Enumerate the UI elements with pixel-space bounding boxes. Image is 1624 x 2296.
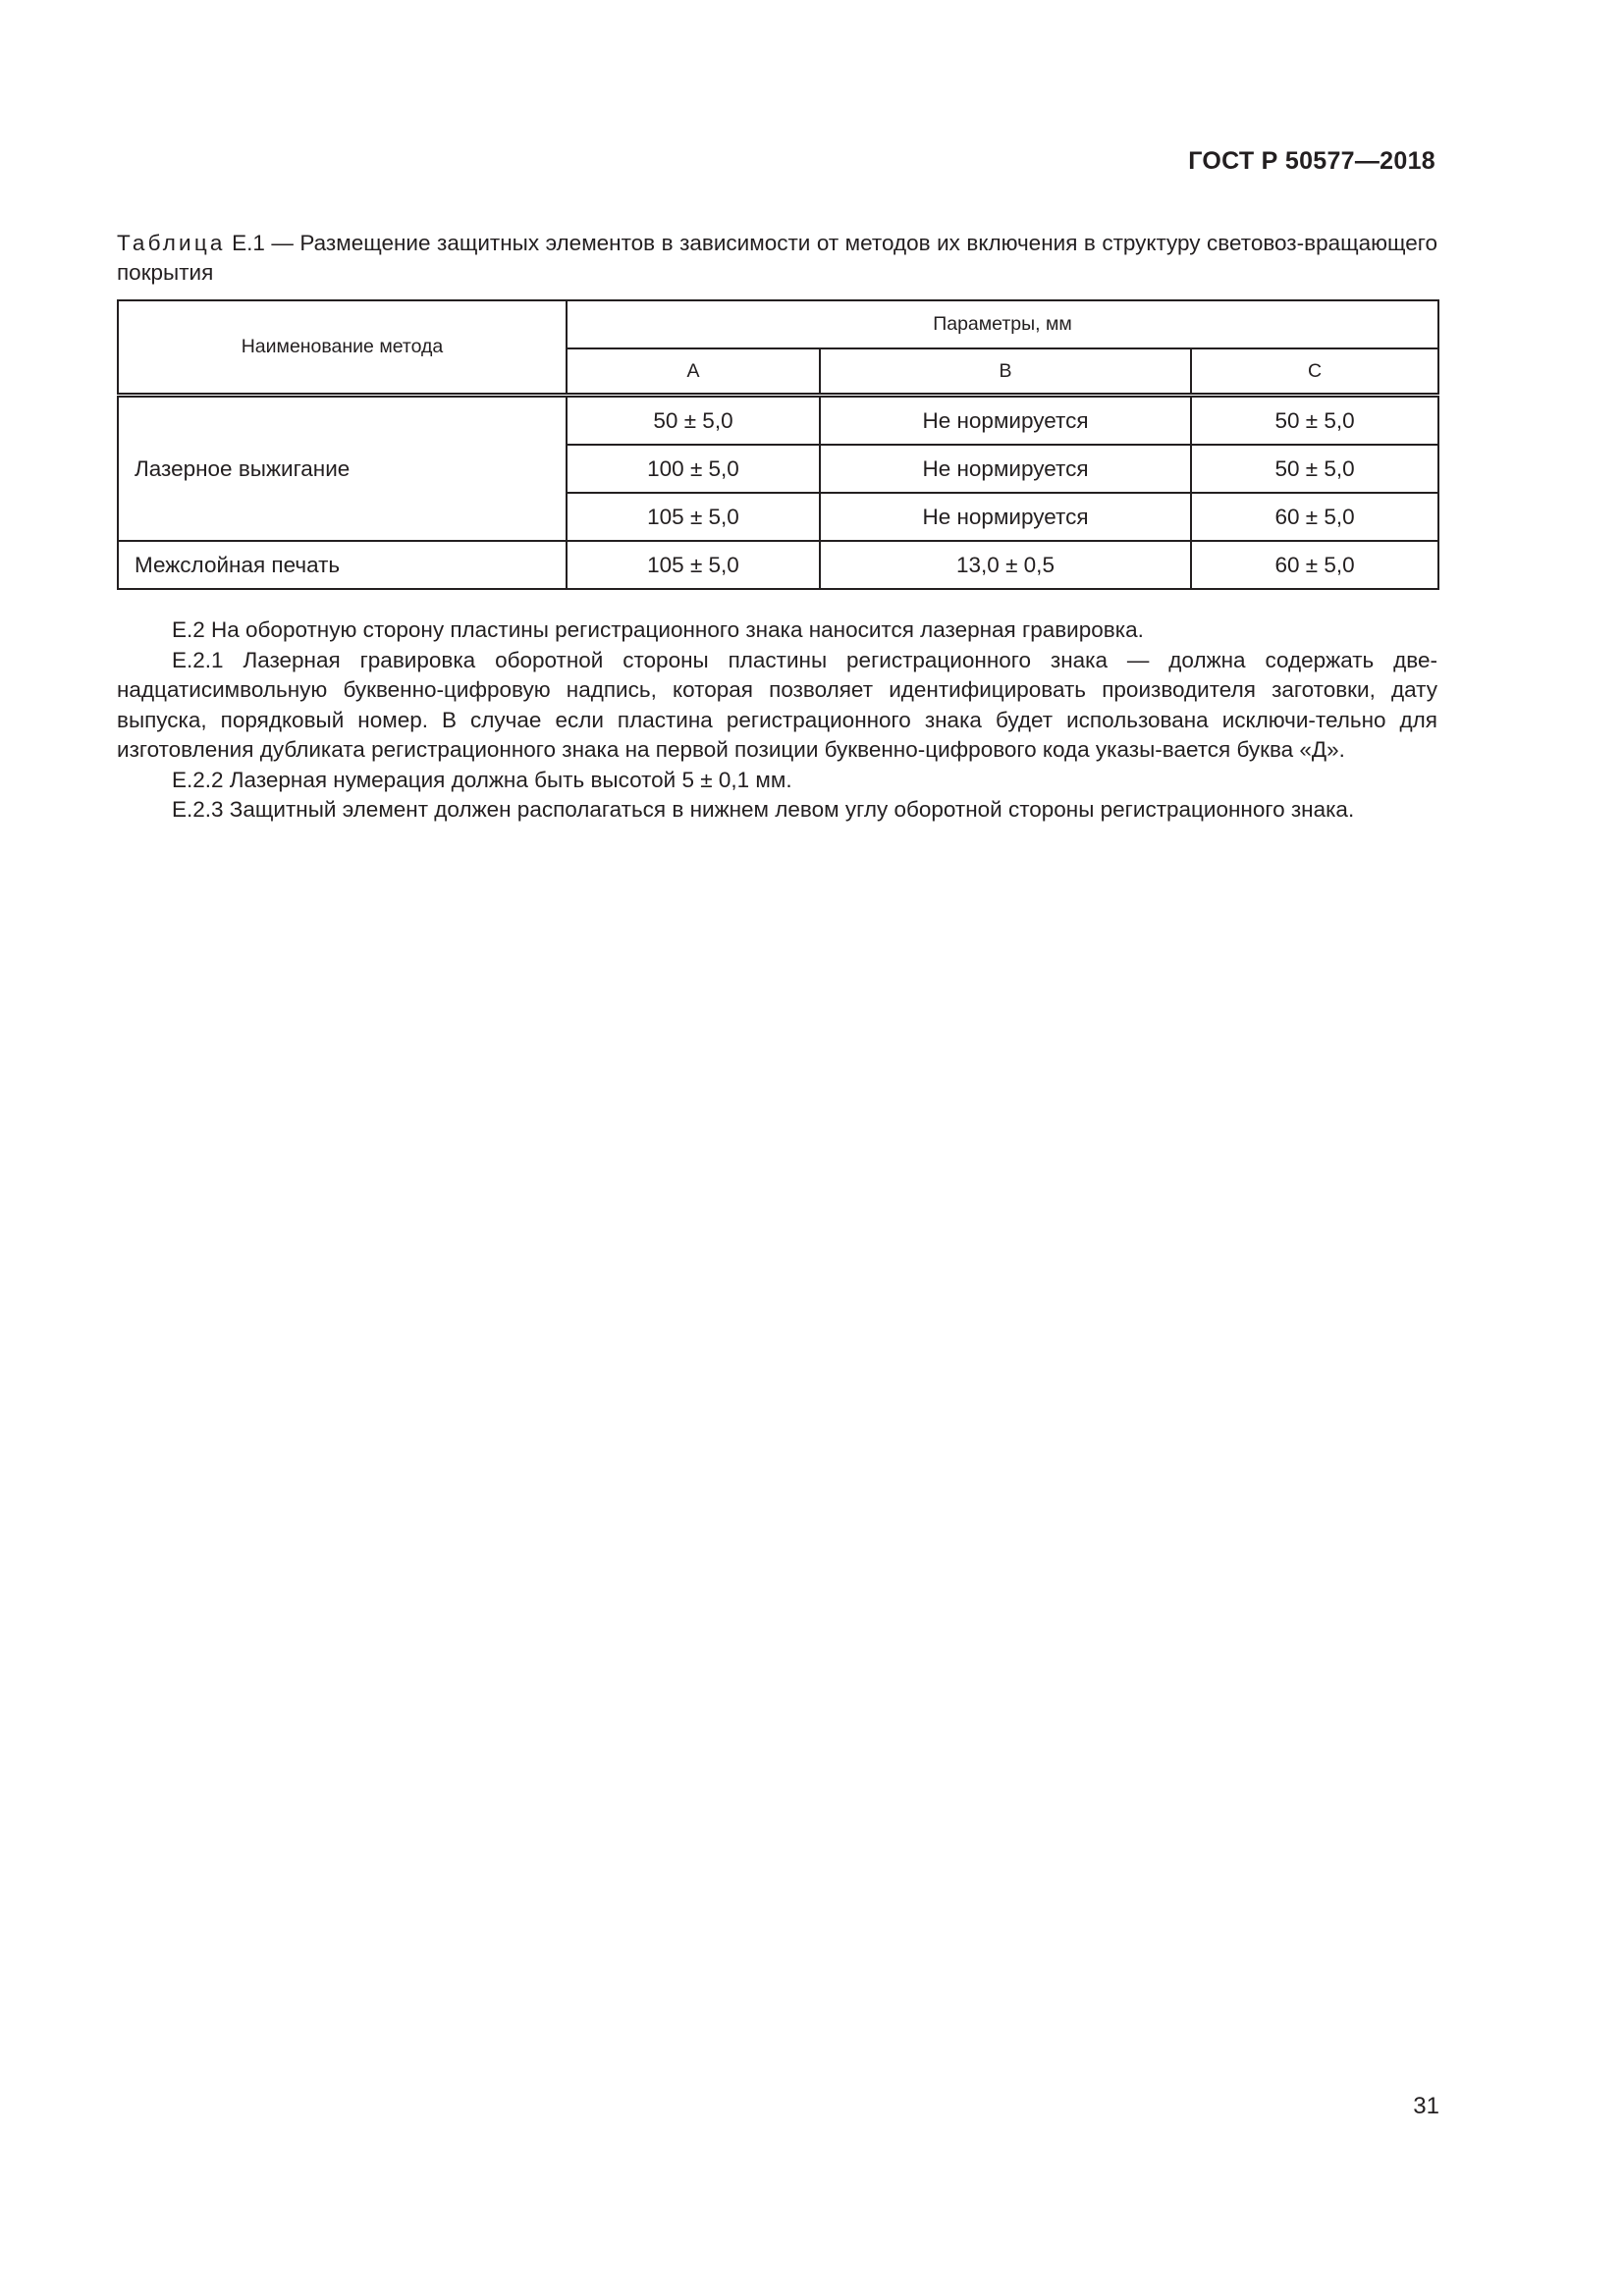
protective-elements-table — [117, 299, 1439, 590]
value-cell-a: 105 ± 5,0 — [567, 541, 820, 589]
table-row — [118, 396, 1438, 446]
table-caption — [117, 229, 1437, 288]
value-cell-b: 13,0 ± 0,5 — [820, 541, 1191, 589]
value-cell-c: 60 ± 5,0 — [1191, 493, 1438, 541]
value-cell-a: 50 ± 5,0 — [567, 396, 820, 446]
value-cell-b: Не нормируется — [820, 396, 1191, 446]
value-cell-c: 50 ± 5,0 — [1191, 445, 1438, 493]
column-header-a: A — [567, 348, 820, 396]
paragraph-e2-1: Е.2.1 Лазерная гравировка оборотной стороны пластины регистрационного знака — должна содержать две-надцатисимвольную буквенно-цифровую надпись, которая позволяет идентифицировать производителя заготовки, дату выпуска, порядковый номер. В случае если пластина регистрационного знака будет использована исключи-тельно для изготовления дубликата регистрационного знака на первой позиции буквенно-цифрового кода указы-вается буква «Д». — [117, 647, 1437, 762]
value-cell-b: Не нормируется — [820, 493, 1191, 541]
table-row — [118, 541, 1438, 589]
value-cell-c: 50 ± 5,0 — [1191, 396, 1438, 446]
paragraph-e2: Е.2 На оборотную сторону пластины регистрационного знака наносится лазерная гравировка. — [172, 617, 1144, 642]
document-code: ГОСТ Р 50577—2018 — [1188, 147, 1435, 175]
value-cell-a: 100 ± 5,0 — [567, 445, 820, 493]
column-header-b: B — [820, 348, 1191, 396]
body-text — [117, 615, 1437, 826]
value-cell-a: 105 ± 5,0 — [567, 493, 820, 541]
method-cell: Межслойная печать — [118, 541, 567, 589]
page-number: 31 — [1413, 2093, 1439, 2119]
paragraph-e2-3: Е.2.3 Защитный элемент должен располагаться в нижнем левом углу оборотной стороны регистрационного знака. — [172, 797, 1355, 822]
method-header: Наименование метода — [118, 300, 567, 396]
table-caption-label: Таблица — [117, 231, 226, 255]
params-header: Параметры, мм — [567, 300, 1438, 348]
value-cell-c: 60 ± 5,0 — [1191, 541, 1438, 589]
column-header-c: C — [1191, 348, 1438, 396]
paragraph-e2-2: Е.2.2 Лазерная нумерация должна быть высотой 5 ± 0,1 мм. — [172, 767, 792, 792]
method-cell: Лазерное выжигание — [118, 396, 567, 542]
table-caption-text: Е.1 — Размещение защитных элементов в зависимости от методов их включения в структуру световоз-вращающего покрытия — [117, 231, 1437, 285]
value-cell-b: Не нормируется — [820, 445, 1191, 493]
